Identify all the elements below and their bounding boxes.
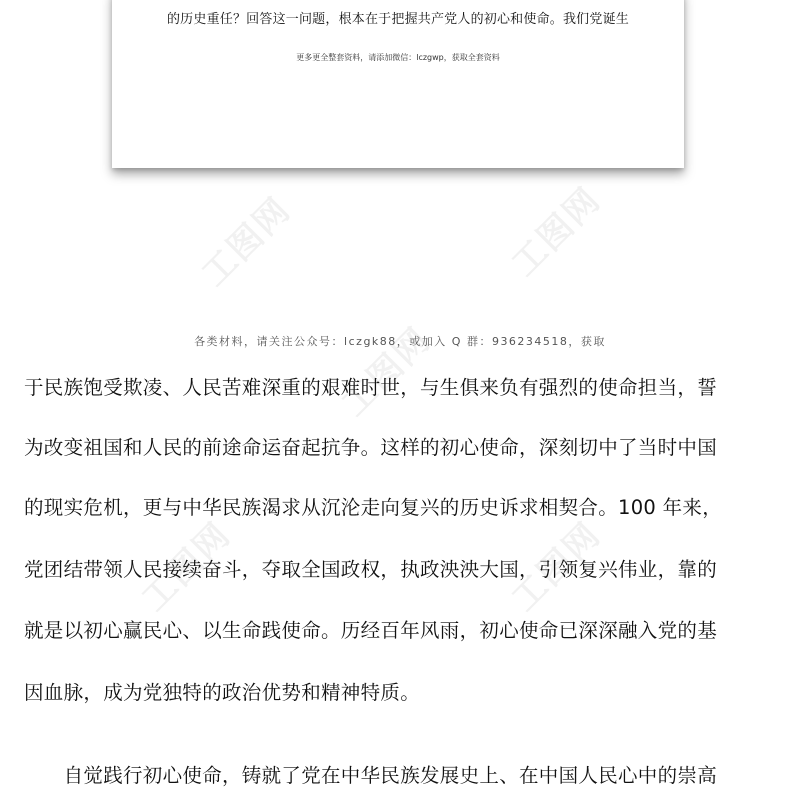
watermark: 工图网: [504, 514, 609, 620]
watermark: 工图网: [504, 179, 609, 285]
preview-card: [112, 0, 684, 168]
watermark: 工图网: [194, 189, 299, 295]
body-text-line: 自觉践行初心使命，铸就了党在中华民族发展史上、在中国人民心中的崇高: [24, 764, 718, 787]
body-text-line: 为改变祖国和人民的前途命运奋起抗争。这样的初心使命，深刻切中了当时中国: [24, 436, 718, 459]
source-note: 各类材料，请关注公众号：lczgk88，或加入 Q 群：936234518，获取: [194, 335, 606, 348]
body-text-line: 因血脉，成为党独特的政治优势和精神特质。: [24, 681, 421, 704]
body-text-line: 于民族饱受欺凌、人民苦难深重的艰难时世，与生俱来负有强烈的使命担当，誓: [24, 376, 718, 399]
body-text-line: 的现实危机，更与中华民族渴求从沉沦走向复兴的历史诉求相契合。100 年来，: [24, 496, 723, 519]
watermark: 工图网: [134, 514, 239, 620]
body-text-line: 党团结带领人民接续奋斗，夺取全国政权，执政泱泱大国，引领复兴伟业，靠的: [24, 558, 718, 581]
preview-card-note: 更多更全整套资料，请添加微信：lczgwp，获取全套资料: [296, 53, 500, 62]
preview-card-text: 的历史重任？回答这一问题，根本在于把握共产党人的初心和使命。我们党诞生: [166, 12, 629, 27]
body-text-line: 就是以初心赢民心、以生命践使命。历经百年风雨，初心使命已深深融入党的基: [24, 619, 718, 642]
watermark: 工图网: [334, 319, 439, 425]
